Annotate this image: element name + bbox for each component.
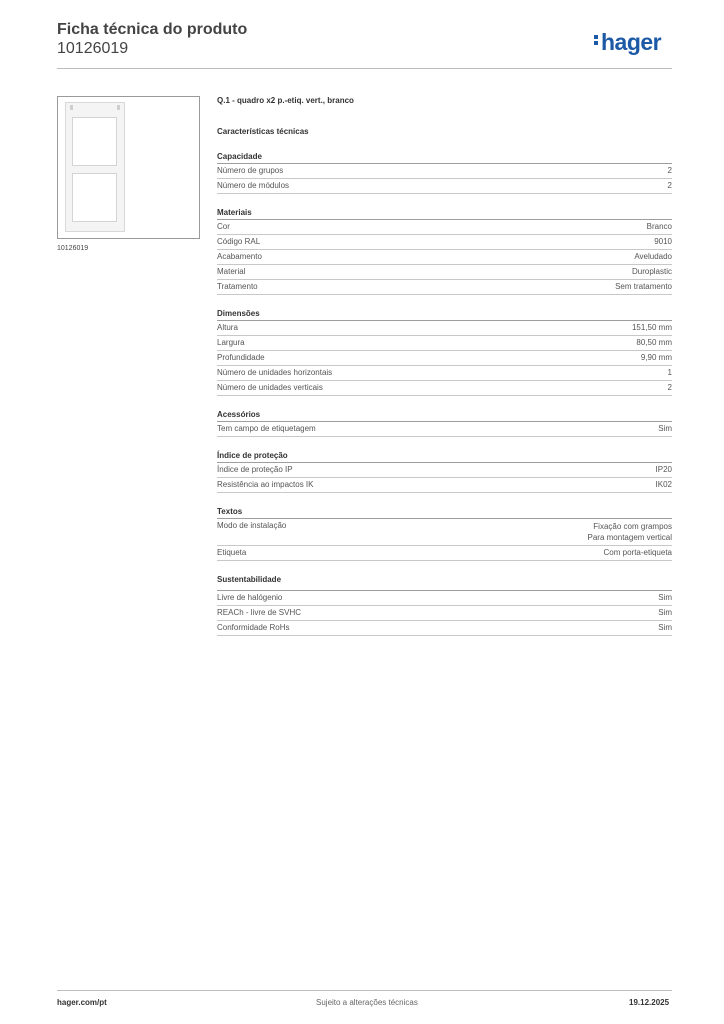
section-title: Textos <box>217 507 672 519</box>
spec-label: Altura <box>217 323 238 332</box>
spec-row <box>217 235 672 250</box>
spec-row <box>217 463 672 478</box>
spec-value: Branco <box>646 222 672 231</box>
spec-label: Índice de proteção IP <box>217 465 293 474</box>
spec-label: Conformidade RoHs <box>217 623 290 632</box>
spec-row <box>217 280 672 295</box>
spec-row <box>217 351 672 366</box>
tech-characteristics-title: Características técnicas <box>217 127 309 136</box>
spec-value: 9,90 mm <box>640 353 672 362</box>
logo-text: hager <box>601 29 662 55</box>
spec-label: Material <box>217 267 246 276</box>
spec-label: Código RAL <box>217 237 261 246</box>
spec-value: Sim <box>658 608 672 617</box>
section-title: Dimensões <box>217 309 672 321</box>
spec-value: 80,50 mm <box>636 338 672 347</box>
spec-row <box>217 422 672 437</box>
spec-label: Profundidade <box>217 353 265 362</box>
spec-row <box>217 265 672 280</box>
spec-value: IP20 <box>655 465 672 474</box>
spec-value: Sim <box>658 593 672 602</box>
spec-label: Número de grupos <box>217 166 284 175</box>
spec-value: 1 <box>667 368 672 377</box>
section-dimensoes <box>217 309 672 396</box>
product-image <box>57 96 200 239</box>
footer-date: 19.12.2025 <box>629 998 670 1007</box>
document-title: Ficha técnica do produto <box>57 21 248 38</box>
section-sustentabilidade <box>217 575 672 636</box>
footer-note: Sujeito a alterações técnicas <box>316 998 418 1007</box>
header-divider <box>57 68 672 69</box>
section-capacidade <box>217 152 672 194</box>
spec-label: Tem campo de etiquetagem <box>217 424 316 433</box>
spec-value: 2 <box>667 166 672 175</box>
spec-label: Número de módulos <box>217 181 290 190</box>
section-title: Índice de proteção <box>217 451 672 463</box>
spec-label: REACh - livre de SVHC <box>217 608 302 617</box>
product-name: Q.1 - quadro x2 p.-etiq. vert., branco <box>217 96 354 105</box>
section-textos <box>217 507 672 561</box>
spec-label: Número de unidades horizontais <box>217 368 333 377</box>
spec-row <box>217 220 672 235</box>
section-title: Sustentabilidade <box>217 575 672 591</box>
spec-label: Tratamento <box>217 282 258 291</box>
spec-row <box>217 321 672 336</box>
hager-logo <box>594 29 661 56</box>
spec-content <box>217 96 672 650</box>
spec-label: Resistência ao impactos IK <box>217 480 314 489</box>
spec-value-line: Fixação com grampos <box>593 522 672 531</box>
spec-value-line: Para montagem vertical <box>587 533 672 542</box>
spec-row <box>217 250 672 265</box>
spec-label: Número de unidades verticais <box>217 383 323 392</box>
spec-value: Com porta-etiqueta <box>603 548 672 557</box>
spec-value: 151,50 mm <box>631 323 672 332</box>
spec-row <box>217 366 672 381</box>
spec-row <box>217 336 672 351</box>
double-frame-illustration <box>65 102 125 232</box>
section-title: Capacidade <box>217 152 672 164</box>
spec-label: Largura <box>217 338 245 347</box>
spec-value: Sem tratamento <box>615 282 672 291</box>
spec-label: Etiqueta <box>217 548 247 557</box>
spec-label: Livre de halógenio <box>217 593 283 602</box>
logo-dots-icon <box>594 33 599 47</box>
section-title: Materiais <box>217 208 672 220</box>
image-caption: 10126019 <box>57 245 89 252</box>
spec-value <box>588 521 672 543</box>
section-protecao <box>217 451 672 493</box>
spec-value: 2 <box>667 383 672 392</box>
section-title: Acessórios <box>217 410 672 422</box>
spec-row <box>217 546 672 561</box>
spec-value: Aveludado <box>634 252 672 261</box>
footer-website-link[interactable]: hager.com/pt <box>57 998 107 1007</box>
spec-label: Cor <box>217 222 230 231</box>
product-code: 10126019 <box>57 40 129 57</box>
spec-value: Sim <box>658 623 672 632</box>
frame-opening-bottom <box>72 173 117 222</box>
spec-value: 2 <box>667 181 672 190</box>
spec-label: Modo de instalação <box>217 521 287 530</box>
spec-value: 9010 <box>654 237 672 246</box>
spec-value: Sim <box>658 424 672 433</box>
section-acessorios <box>217 410 672 437</box>
spec-label: Acabamento <box>217 252 262 261</box>
section-materiais <box>217 208 672 295</box>
spec-value: IK02 <box>655 480 672 489</box>
spec-row <box>217 591 672 606</box>
spec-row <box>217 164 672 179</box>
spec-row <box>217 621 672 636</box>
frame-opening-top <box>72 117 117 166</box>
spec-row <box>217 519 672 546</box>
footer-divider <box>57 990 672 991</box>
spec-row <box>217 606 672 621</box>
spec-row <box>217 478 672 493</box>
spec-value: Duroplastic <box>631 267 672 276</box>
spec-row <box>217 381 672 396</box>
spec-row <box>217 179 672 194</box>
